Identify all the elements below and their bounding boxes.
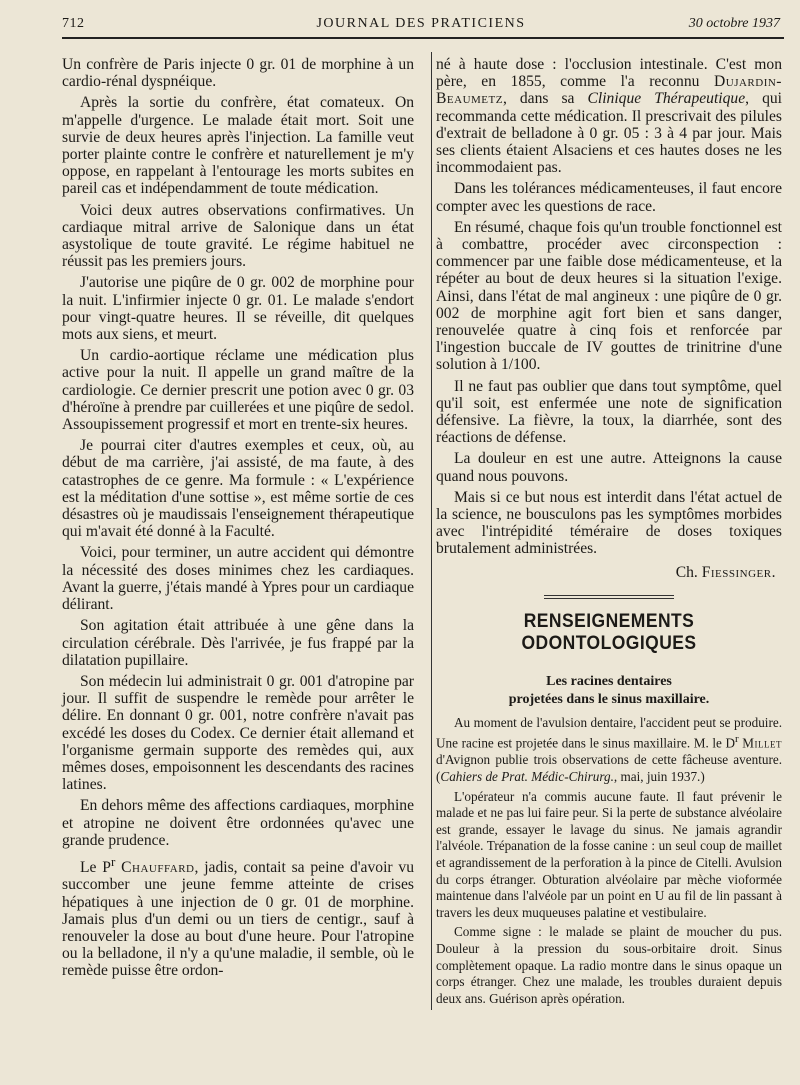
paragraph-chauffard: Le $P^r$ Chauffard, jadis, contait sa peine d'avoir vu succomber une jeune femme atteinte de crises hépatiques à une injection de 0 gr. 01 de morphine. Jamais plus d'un demi ou un tiers de centigr., sauf à renouveler la dose au bout d'une heure. Pour l'atropine ou la belladone, il n'y a qu'une maladie, il semble, où le remède puisse être ordon- — [62, 853, 414, 980]
article-paragraph: L'opérateur n'a commis aucune faute. Il faut prévenir le malade et ne pas lui faire peur. Si la perte de substance alvéolaire est grande, essayer le lavage du sinus. Ne jamais agrandir l'alvéole. Trépanation de la fosse canine : un seul coup de maillet et agrandissement de la perforation à la pince de Citelli. Avulsion du corps étranger. Obturation alvéolaire par mèche vioformée maintenue dans l'alvéole par un point en U au fil de lin passant à travers les deux muqueuses palatine et vestibulaire. — [436, 788, 782, 920]
article-paragraph: Comme signe : le malade se plaint de moucher du pus. Douleur à la pression du sous-orbitaire droit. Sinus complètement opaque. La radio montre dans le sinus opaque un corps étranger. Chez une malade, les troubles duraient depuis deux ans. Guérison après opération. — [436, 924, 782, 1006]
section-separator — [544, 595, 674, 599]
page-header — [62, 14, 780, 36]
paragraph: En résumé, chaque fois qu'un trouble fonctionnel est à combattre, procéder avec circonspection : commencer par une faible dose médicamenteuse, et la répéter au bout de deux heures si la situation l'exige. Ainsi, dans l'état de mal angineux : une piqûre de 0 gr. 002 de morphine agit fort bien et sans danger, renouvelée quatre à cinq fois et renforcée par l'ingestion buccale de IV gouttes de trinitrine d'une solution à 1/100. — [436, 218, 782, 374]
paragraph: Il ne faut pas oublier que dans tout symptôme, quel qu'il soit, est enfermée une note de signification défensive. La fièvre, la toux, la diarrhée, sont des réactions de défense. — [436, 377, 782, 447]
author-name: Millet — [742, 735, 782, 751]
author-name: Chauffard — [121, 859, 195, 877]
paragraph-continued: né à haute dose : l'occlusion intestinale. C'est mon père, en 1855, comme l'a reconnu Dujardin-Beaumetz, dans sa Clinique Thérapeutique, qui recommanda cette médication. Il prescrivait des pilules d'extrait de belladone à 0 gr. 05 : 3 à 4 par jour. Mais ses clients étaient Alsaciens et ces hautes doses ne les incommodaient pas. — [436, 56, 782, 177]
article-title: Les racines dentaires projetées dans le sinus maxillaire. — [508, 673, 710, 707]
paragraph: En dehors même des affections cardiaques, morphine et atropine ne doivent être ordonnées qu'avec une grande prudence. — [62, 797, 414, 849]
paragraph: Son médecin lui administrait 0 gr. 001 d'atropine par jour. Il suffit de suspendre le remède pour arrêter le délire. En donnant 0 gr. 001, notre confrère n'avait pas excédé les doses du Codex. Ce dernier était allemand et l'organisme germain supporte des remèdes qui, aux mêmes doses, empoisonnent les descendants des racines latines. — [62, 672, 414, 794]
section-title: RENSEIGNEMENTS ODONTOLOGIQUES — [521, 610, 697, 654]
paragraph: Mais si ce but nous est interdit dans l'état actuel de la science, ne bousculons pas les symptômes morbides avec l'intrépidité téméraire de doses toxiques brutalement administrées. — [436, 488, 782, 558]
paragraph: Un confrère de Paris injecte 0 gr. 01 de morphine à un cardio-rénal dyspnéique. — [62, 56, 414, 91]
column-divider — [431, 52, 432, 1010]
paragraph: Voici, pour terminer, un autre accident qui démontre la nécessité des doses minimes chez les cardiaques. Avant la guerre, j'étais mandé à Ypres pour un cardiaque délirant. — [62, 544, 414, 614]
paragraph: Un cardio-aortique réclame une médication plus active pour la nuit. Il appelle un grand maître de la cardiologie. Ce dernier prescrit une potion avec 0 gr. 03 d'héroïne à prendre par cuillerées et une piqûre de sedol. Assoupissement progressif et mort en trente-six heures. — [62, 347, 414, 434]
paragraph: Dans les tolérances médicamenteuses, il faut encore compter avec les questions de race. — [436, 180, 782, 215]
journal-title: JOURNAL DES PRATICIENS — [316, 16, 526, 31]
issue-date: 30 octobre 1937 — [688, 16, 780, 31]
author-name: Dujardin-Beaumetz — [436, 73, 782, 108]
page-number: 712 — [62, 16, 85, 31]
article-paragraph: Au moment de l'avulsion dentaire, l'accident peut se produire. Une racine est projetée dans le sinus maxillaire. M. le $D^r$ Millet d'Avignon publie trois observations de cette fâcheuse aventure. (Cahiers de Prat. Médic-Chirurg., mai, juin 1937.) — [436, 714, 782, 785]
paragraph: J'autorise une piqûre de 0 gr. 002 de morphine pour la nuit. L'infirmier injecte 0 gr. 01. Le malade s'endort pour vingt-quatre heures. Il se réveille, dit quelques mots aux siens, et meurt. — [62, 274, 414, 344]
header-rule — [62, 37, 784, 39]
left-column — [62, 56, 414, 980]
paragraph: Voici deux autres observations confirmatives. Un cardiaque mitral arrive de Salonique dans un état asystolique de toute gravité. Le régime habituel ne réussit pas les premiers jours. — [62, 201, 414, 271]
paragraph: La douleur en est une autre. Atteignons la cause quand nous pouvons. — [436, 450, 782, 485]
paragraph: Après la sortie du confrère, état comateux. On m'appelle d'urgence. Le malade était mort. Soit une survie de deux heures après l'injection. La famille veut porter plainte contre le confrère et naturellement je m'y oppose, en rappelant à l'entourage les morts subites en pareil cas et indépendamment de toute médication. — [62, 94, 414, 198]
paragraph: Son agitation était attribuée à une gêne dans la circulation cérébrale. Dès l'arrivée, je fus frappé par la dilatation pupillaire. — [62, 617, 414, 669]
paragraph: Je pourrai citer d'autres exemples et ceux, où, au début de ma carrière, j'ai assisté, de ma faute, à des catastrophes de ce genre. Ma formule : « L'expérience est la méditation d'une sottise », est même sortie de ces désastres où je maudissais l'enseignement thérapeutique qui m'avait été donné à la Faculté. — [62, 437, 414, 541]
right-column — [436, 56, 782, 1007]
journal-reference: Cahiers de Prat. Médic-Chirurg. — [440, 769, 614, 785]
book-title: Clinique Thérapeutique — [587, 90, 746, 108]
signature: Ch. Fiessinger. — [675, 563, 776, 581]
